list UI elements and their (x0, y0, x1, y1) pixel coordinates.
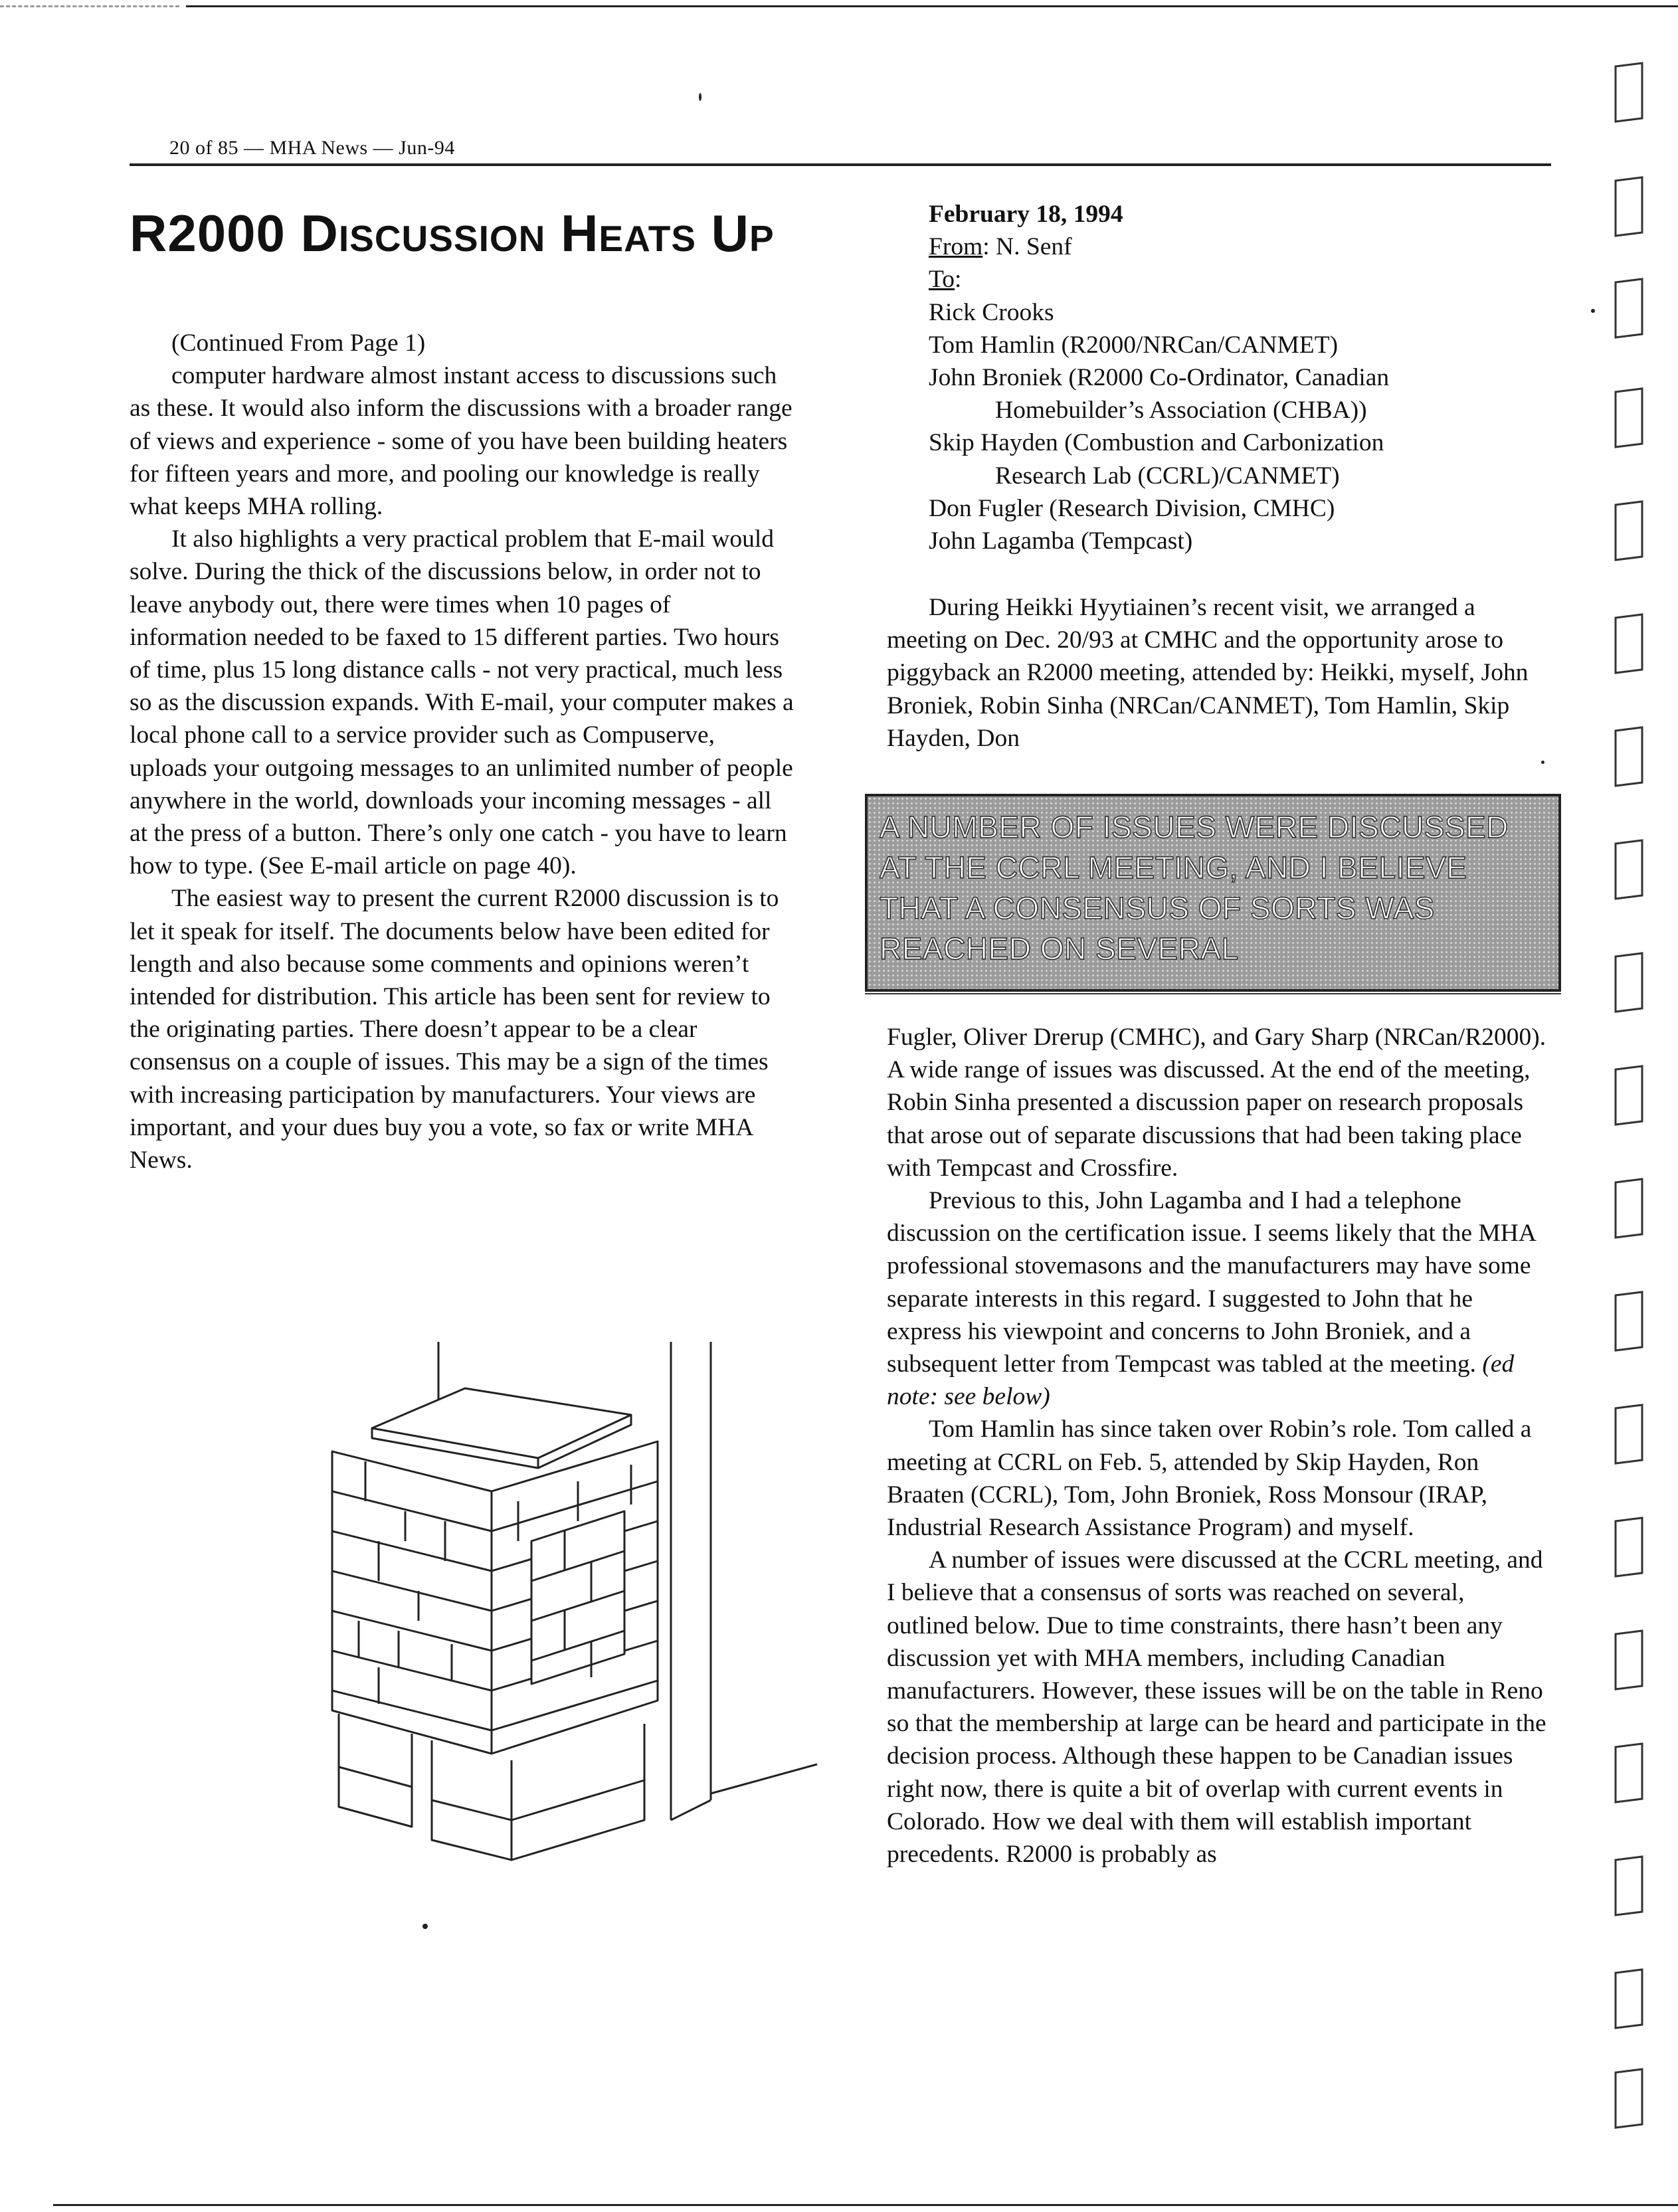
memo-recipient-cont: Research Lab (CCRL)/CANMET) (995, 462, 1340, 490)
continued-note: (Continued From Page 1) (171, 329, 426, 357)
body-paragraph: Tom Hamlin has since taken over Robin’s role. Tom called a meeting at CCRL on Feb. 5, attended by Skip Hayden, Ron Braaten (CCRL), Tom, John Broniek, Ross Monsour (IRAP, Industrial Research Assistance Program) and myself. (887, 1416, 1532, 1542)
memo-recipient-cont: Homebuilder’s Association (CHBA)) (995, 397, 1367, 424)
body-paragraph: computer hardware almost instant access to discussions such as these. It would also inform the discussions with a broader range of views and experience - some of you have been building heaters for fifteen years and more, and pooling our knowledge is really what keeps MHA rolling. (130, 362, 792, 521)
memo-recipient: Rick Crooks (929, 298, 1054, 326)
editor-note: (ed note: see below) (887, 1350, 1515, 1411)
memo-recipient: John Broniek (R2000 Co-Ordinator, Canadian (929, 364, 1390, 392)
scan-speck (1541, 761, 1544, 764)
scan-speck (699, 93, 701, 101)
memo-body (887, 591, 1551, 755)
memo-from-label: From (929, 233, 983, 261)
pull-quote-rule (865, 993, 1561, 994)
memo-date: February 18, 1994 (929, 201, 1123, 228)
header-rule (130, 163, 1551, 166)
right-column-continuation (887, 1021, 1551, 1871)
binder-ring-marks (1608, 60, 1654, 2132)
left-column (130, 327, 794, 1176)
memo-paragraph: During Heikki Hyytiainen’s recent visit, we arranged a meeting on Dec. 20/93 at CMHC and the opportunity arose to piggyback an R2000 meeting, attended by: Heikki, myself, John Broniek, Robin Sinha (NRCan/CANMET), Tom Hamlin, Skip Hayden, Don (887, 594, 1529, 752)
memo-to-label: To (929, 266, 955, 294)
memo-recipient: John Lagamba (Tempcast) (929, 527, 1193, 555)
memo-recipient: Skip Hayden (Combustion and Carbonization (929, 429, 1384, 457)
memo-from-value: : N. Senf (982, 233, 1072, 261)
pull-quote (865, 794, 1561, 992)
bottom-rule (53, 2204, 1678, 2206)
body-paragraph (887, 1184, 1551, 1413)
memo-recipient: Don Fugler (Research Division, CMHC) (929, 494, 1335, 522)
memo-to (929, 263, 1560, 296)
memo-recipient: Tom Hamlin (R2000/NRCan/CANMET) (929, 331, 1339, 359)
memo-to-colon: : (955, 266, 962, 294)
memo-from (929, 230, 1560, 263)
scan-top-edge (0, 5, 179, 7)
top-rule (186, 5, 1678, 7)
body-paragraph: Fugler, Oliver Drerup (CMHC), and Gary Sharp (NRCan/R2000). A wide range of issues was discussed. At the end of the meeting, Robin Sinha presented a discussion paper on research proposals that arose out of separate discussions that had been taking place with Tempcast and Crossfire. (887, 1024, 1546, 1182)
body-paragraph: A number of issues were discussed at the CCRL meeting, and I believe that a consensus of sorts was reached on several, outlined below. Due to time constraints, there hasn’t been any discussion yet with MHA members, including Canadian manufacturers. However, these issues will be on the table in Reno so that the membership at large can be heard and participate in the decision process. Although these happen to be Canadian issues right now, there is quite a bit of overlap with current events in Colorado. How we deal with them will establish important precedents. R2000 is probably as (887, 1546, 1546, 1869)
running-header: 20 of 85 — MHA News — Jun-94 (169, 137, 455, 159)
scan-speck (1591, 309, 1595, 313)
memo-block (929, 198, 1560, 557)
body-paragraph: The easiest way to present the current R2000 discussion is to let it speak for itself. The documents below have been edited for length and also because some comments and opinions weren’t intended for distribution. This article has been sent for review to the originating parties. There doesn’t appear to be a clear consensus on a couple of issues. This may be a sign of the times with increasing participation by manufacturers. Your views are important, and your dues buy you a vote, so fax or write MHA News. (130, 885, 779, 1174)
article-title: R2000 Discussion Heats Up (130, 204, 775, 262)
body-text: Previous to this, John Lagamba and I had a telephone discussion on the certification issue. I seems likely that the MHA professional stovemasons and the manufacturers may have some separate interests in this regard. I suggested to John that he express his viewpoint and concerns to John Broniek, and a subsequent letter from Tempcast was tabled at the meeting. (887, 1187, 1535, 1378)
body-paragraph: It also highlights a very practical problem that E-mail would solve. During the thick of the discussions below, in order not to leave anybody out, there were times when 10 pages of information needed to be faxed to 15 different parties. Two hours of time, plus 15 long distance calls - not very practical, much less so as the discussion expands. With E-mail, your computer makes a local phone call to a service provider such as Compuserve, uploads your outgoing messages to an unlimited number of people anywhere in the world, downloads your incoming messages - all at the press of a button. There’s only one catch - you have to learn how to type. (See E-mail article on page 40). (130, 525, 794, 880)
pull-quote-text: A NUMBER OF ISSUES WERE DISCUSSED AT THE CCRL MEETING, AND I BELIEVE THAT A CONSENSUS OF SORTS WAS REACHED ON SEVERAL (880, 810, 1509, 966)
masonry-heater-illustration (312, 1342, 844, 1953)
